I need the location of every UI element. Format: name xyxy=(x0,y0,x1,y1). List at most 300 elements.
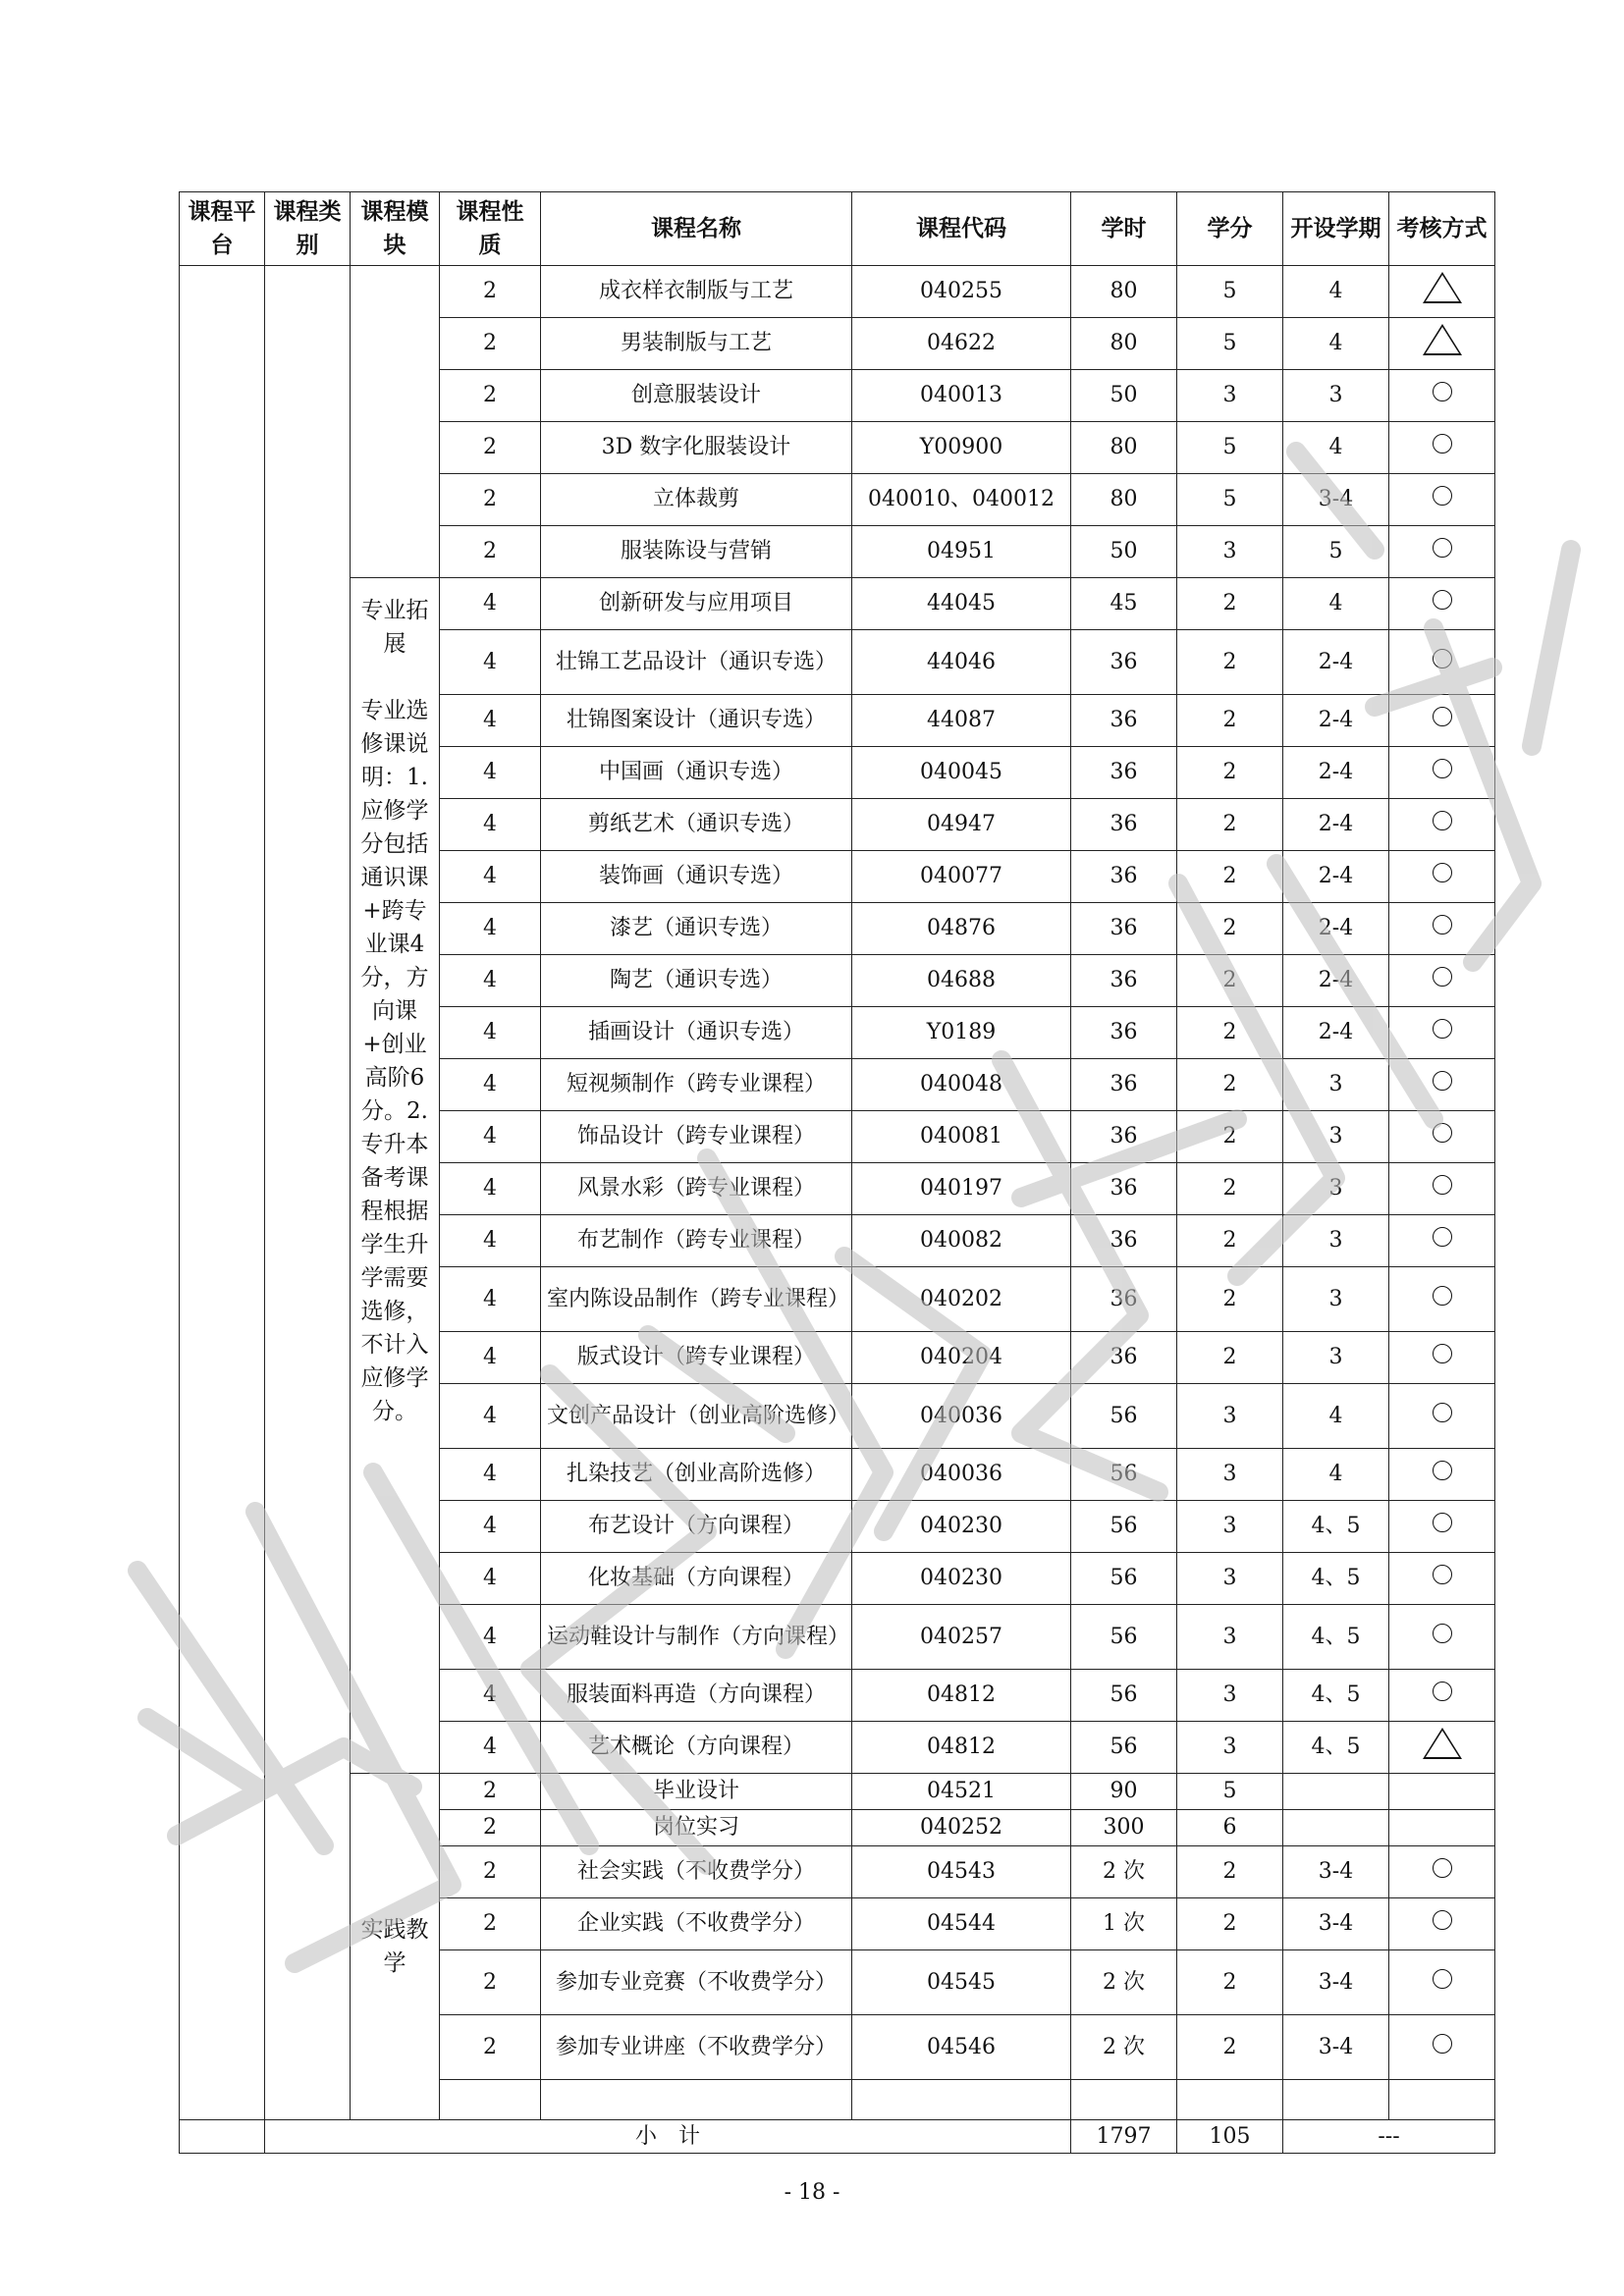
circle-icon xyxy=(1433,1403,1452,1422)
header-course-code: 课程代码 xyxy=(852,192,1071,266)
course-name-cell: 创新研发与应用项目 xyxy=(541,578,852,630)
circle-icon xyxy=(1433,1858,1452,1878)
circle-icon xyxy=(1433,382,1452,401)
exam-cell xyxy=(1389,1950,1495,2015)
exam-cell xyxy=(1389,578,1495,630)
term-cell: 4 xyxy=(1283,318,1389,370)
module-expansion: 专业拓展 专业选修课说明：1. 应修学分包括通识课+跨专业课4分，方向课+创业高阶6分。2.专升本备考课程根据学生升学需要选修，不计入应修学分。 xyxy=(351,578,440,1774)
course-code-cell: Y0189 xyxy=(852,1007,1071,1059)
term-cell: 2-4 xyxy=(1283,630,1389,695)
circle-icon xyxy=(1433,1969,1452,1989)
term-cell: 5 xyxy=(1283,526,1389,578)
hours-cell: 2 次 xyxy=(1071,2015,1177,2080)
subtotal-term: --- xyxy=(1283,2120,1495,2154)
hours-cell: 36 xyxy=(1071,1059,1177,1111)
credits-cell: 3 xyxy=(1177,1605,1283,1670)
course-code-cell: 04951 xyxy=(852,526,1071,578)
circle-icon xyxy=(1433,1513,1452,1532)
credits-cell: 2 xyxy=(1177,1846,1283,1898)
nature-cell: 4 xyxy=(440,1605,541,1670)
credits-cell: 5 xyxy=(1177,422,1283,474)
credits-cell: 2 xyxy=(1177,799,1283,851)
term-cell: 4、5 xyxy=(1283,1501,1389,1553)
course-name-cell: 企业实践（不收费学分） xyxy=(541,1898,852,1950)
hours-cell: 80 xyxy=(1071,266,1177,318)
circle-icon xyxy=(1433,1227,1452,1247)
course-name-cell: 扎染技艺（创业高阶选修） xyxy=(541,1449,852,1501)
exam-cell xyxy=(1389,799,1495,851)
hours-cell: 50 xyxy=(1071,526,1177,578)
circle-icon xyxy=(1433,1910,1452,1930)
header-platform: 课程平台 xyxy=(180,192,265,266)
nature-cell: 2 xyxy=(440,370,541,422)
circle-icon xyxy=(1433,759,1452,778)
course-code-cell: 04622 xyxy=(852,318,1071,370)
course-code-cell: 44087 xyxy=(852,695,1071,747)
credits-cell xyxy=(1177,2080,1283,2120)
exam-cell xyxy=(1389,1810,1495,1846)
course-name-cell: 3D 数字化服装设计 xyxy=(541,422,852,474)
nature-cell: 4 xyxy=(440,1670,541,1722)
course-name-cell: 版式设计（跨专业课程） xyxy=(541,1332,852,1384)
course-name-cell: 服装面料再造（方向课程） xyxy=(541,1670,852,1722)
course-name-cell: 剪纸艺术（通识专选） xyxy=(541,799,852,851)
circle-icon xyxy=(1433,707,1452,726)
credits-cell: 2 xyxy=(1177,1332,1283,1384)
circle-icon xyxy=(1433,590,1452,610)
hours-cell: 36 xyxy=(1071,1332,1177,1384)
hours-cell: 56 xyxy=(1071,1501,1177,1553)
exam-cell xyxy=(1389,1846,1495,1898)
nature-cell: 4 xyxy=(440,851,541,903)
course-code-cell: 04947 xyxy=(852,799,1071,851)
nature-cell: 4 xyxy=(440,1722,541,1774)
course-name-cell: 漆艺（通识专选） xyxy=(541,903,852,955)
nature-cell: 4 xyxy=(440,1449,541,1501)
nature-cell: 2 xyxy=(440,1846,541,1898)
hours-cell: 45 xyxy=(1071,578,1177,630)
header-course-name: 课程名称 xyxy=(541,192,852,266)
credits-cell: 3 xyxy=(1177,1670,1283,1722)
exam-cell xyxy=(1389,1332,1495,1384)
term-cell: 3 xyxy=(1283,1332,1389,1384)
triangle-icon xyxy=(1423,272,1462,303)
hours-cell: 56 xyxy=(1071,1670,1177,1722)
credits-cell: 2 xyxy=(1177,1163,1283,1215)
course-code-cell: Y00900 xyxy=(852,422,1071,474)
credits-cell: 5 xyxy=(1177,266,1283,318)
course-name-cell: 壮锦工艺品设计（通识专选） xyxy=(541,630,852,695)
subtotal-credits: 105 xyxy=(1177,2120,1283,2154)
credits-cell: 3 xyxy=(1177,1384,1283,1449)
header-hours: 学时 xyxy=(1071,192,1177,266)
header-exam: 考核方式 xyxy=(1389,192,1495,266)
term-cell: 3-4 xyxy=(1283,1846,1389,1898)
hours-cell: 36 xyxy=(1071,1007,1177,1059)
header-category: 课程类别 xyxy=(265,192,351,266)
course-code-cell: 040082 xyxy=(852,1215,1071,1267)
course-code-cell: 04521 xyxy=(852,1774,1071,1810)
hours-cell: 36 xyxy=(1071,747,1177,799)
exam-cell xyxy=(1389,955,1495,1007)
subtotal-blank xyxy=(180,2120,265,2154)
course-name-cell: 布艺设计（方向课程） xyxy=(541,1501,852,1553)
credits-cell: 2 xyxy=(1177,695,1283,747)
circle-icon xyxy=(1433,1019,1452,1039)
credits-cell: 3 xyxy=(1177,1501,1283,1553)
credits-cell: 2 xyxy=(1177,1111,1283,1163)
course-code-cell: 040036 xyxy=(852,1449,1071,1501)
nature-cell: 2 xyxy=(440,318,541,370)
credits-cell: 2 xyxy=(1177,630,1283,695)
term-cell: 4、5 xyxy=(1283,1670,1389,1722)
credits-cell: 2 xyxy=(1177,955,1283,1007)
course-name-cell: 装饰画（通识专选） xyxy=(541,851,852,903)
hours-cell: 36 xyxy=(1071,799,1177,851)
course-name-cell xyxy=(541,2080,852,2120)
header-term: 开设学期 xyxy=(1283,192,1389,266)
exam-cell xyxy=(1389,2015,1495,2080)
exam-cell xyxy=(1389,1215,1495,1267)
term-cell: 3-4 xyxy=(1283,1950,1389,2015)
course-code-cell: 040257 xyxy=(852,1605,1071,1670)
course-name-cell: 文创产品设计（创业高阶选修） xyxy=(541,1384,852,1449)
course-code-cell: 04543 xyxy=(852,1846,1071,1898)
exam-cell xyxy=(1389,630,1495,695)
credits-cell: 3 xyxy=(1177,1722,1283,1774)
term-cell: 3-4 xyxy=(1283,1898,1389,1950)
credits-cell: 6 xyxy=(1177,1810,1283,1846)
nature-cell: 4 xyxy=(440,578,541,630)
circle-icon xyxy=(1433,1286,1452,1306)
credits-cell: 5 xyxy=(1177,474,1283,526)
exam-cell xyxy=(1389,2080,1495,2120)
course-name-cell: 壮锦图案设计（通识专选） xyxy=(541,695,852,747)
course-name-cell: 男装制版与工艺 xyxy=(541,318,852,370)
credits-cell: 2 xyxy=(1177,1215,1283,1267)
platform-cell xyxy=(180,266,265,2120)
course-code-cell: 040081 xyxy=(852,1111,1071,1163)
term-cell: 4、5 xyxy=(1283,1605,1389,1670)
term-cell: 3 xyxy=(1283,1163,1389,1215)
hours-cell: 56 xyxy=(1071,1605,1177,1670)
course-code-cell: 040077 xyxy=(852,851,1071,903)
term-cell: 4、5 xyxy=(1283,1722,1389,1774)
nature-cell: 4 xyxy=(440,1111,541,1163)
credits-cell: 2 xyxy=(1177,1898,1283,1950)
course-code-cell: 04876 xyxy=(852,903,1071,955)
exam-cell xyxy=(1389,370,1495,422)
circle-icon xyxy=(1433,434,1452,454)
course-name-cell: 艺术概论（方向课程） xyxy=(541,1722,852,1774)
exam-cell xyxy=(1389,1163,1495,1215)
exam-cell xyxy=(1389,1384,1495,1449)
course-code-cell: 040255 xyxy=(852,266,1071,318)
course-name-cell: 参加专业竞赛（不收费学分） xyxy=(541,1950,852,2015)
exam-cell xyxy=(1389,903,1495,955)
category-cell xyxy=(265,266,351,2120)
course-code-cell: 04546 xyxy=(852,2015,1071,2080)
hours-cell: 56 xyxy=(1071,1722,1177,1774)
term-cell: 3 xyxy=(1283,1059,1389,1111)
hours-cell: 1 次 xyxy=(1071,1898,1177,1950)
term-cell xyxy=(1283,1810,1389,1846)
term-cell: 3 xyxy=(1283,1267,1389,1332)
credits-cell: 2 xyxy=(1177,1267,1283,1332)
hours-cell: 36 xyxy=(1071,695,1177,747)
course-code-cell: 040230 xyxy=(852,1501,1071,1553)
hours-cell: 80 xyxy=(1071,318,1177,370)
hours-cell: 300 xyxy=(1071,1810,1177,1846)
course-name-cell: 陶艺（通识专选） xyxy=(541,955,852,1007)
circle-icon xyxy=(1433,1461,1452,1480)
hours-cell: 56 xyxy=(1071,1553,1177,1605)
nature-cell: 4 xyxy=(440,1501,541,1553)
course-table xyxy=(179,191,1495,2154)
course-code-cell: 04812 xyxy=(852,1722,1071,1774)
circle-icon xyxy=(1433,1071,1452,1091)
term-cell: 4 xyxy=(1283,1449,1389,1501)
course-code-cell xyxy=(852,2080,1071,2120)
subtotal-hours: 1797 xyxy=(1071,2120,1177,2154)
course-code-cell: 44046 xyxy=(852,630,1071,695)
header-credits: 学分 xyxy=(1177,192,1283,266)
course-code-cell: 040202 xyxy=(852,1267,1071,1332)
circle-icon xyxy=(1433,967,1452,987)
course-code-cell: 04688 xyxy=(852,955,1071,1007)
nature-cell: 2 xyxy=(440,526,541,578)
hours-cell: 36 xyxy=(1071,1267,1177,1332)
term-cell xyxy=(1283,2080,1389,2120)
header-module: 课程模块 xyxy=(351,192,440,266)
course-name-cell: 化妆基础（方向课程） xyxy=(541,1553,852,1605)
exam-cell xyxy=(1389,1059,1495,1111)
hours-cell: 56 xyxy=(1071,1384,1177,1449)
credits-cell: 2 xyxy=(1177,2015,1283,2080)
nature-cell: 2 xyxy=(440,266,541,318)
term-cell xyxy=(1283,1774,1389,1810)
exam-cell xyxy=(1389,1449,1495,1501)
module-cell xyxy=(351,266,440,578)
hours-cell: 80 xyxy=(1071,474,1177,526)
header-nature: 课程性质 xyxy=(440,192,541,266)
exam-cell xyxy=(1389,526,1495,578)
exam-cell xyxy=(1389,747,1495,799)
nature-cell: 4 xyxy=(440,1007,541,1059)
credits-cell: 5 xyxy=(1177,1774,1283,1810)
exam-cell xyxy=(1389,422,1495,474)
exam-cell xyxy=(1389,1007,1495,1059)
course-code-cell: 040197 xyxy=(852,1163,1071,1215)
course-code-cell: 040048 xyxy=(852,1059,1071,1111)
hours-cell: 36 xyxy=(1071,630,1177,695)
circle-icon xyxy=(1433,1624,1452,1643)
course-code-cell: 040252 xyxy=(852,1810,1071,1846)
term-cell: 3 xyxy=(1283,1215,1389,1267)
subtotal-row xyxy=(180,2120,1495,2154)
nature-cell: 4 xyxy=(440,1215,541,1267)
nature-cell: 2 xyxy=(440,474,541,526)
nature-cell: 4 xyxy=(440,955,541,1007)
credits-cell: 2 xyxy=(1177,851,1283,903)
credits-cell: 2 xyxy=(1177,1950,1283,2015)
course-code-cell: 040230 xyxy=(852,1553,1071,1605)
hours-cell: 36 xyxy=(1071,1163,1177,1215)
course-name-cell: 风景水彩（跨专业课程） xyxy=(541,1163,852,1215)
exam-cell xyxy=(1389,851,1495,903)
nature-cell: 4 xyxy=(440,1332,541,1384)
nature-cell: 4 xyxy=(440,695,541,747)
term-cell: 2-4 xyxy=(1283,1007,1389,1059)
nature-cell: 2 xyxy=(440,1774,541,1810)
table-row xyxy=(180,578,1495,630)
circle-icon xyxy=(1433,1565,1452,1584)
nature-cell xyxy=(440,2080,541,2120)
term-cell: 4 xyxy=(1283,578,1389,630)
course-name-cell: 室内陈设品制作（跨专业课程） xyxy=(541,1267,852,1332)
triangle-icon xyxy=(1423,324,1462,355)
term-cell: 4 xyxy=(1283,1384,1389,1449)
course-code-cell: 040013 xyxy=(852,370,1071,422)
course-name-cell: 社会实践（不收费学分） xyxy=(541,1846,852,1898)
course-name-cell: 插画设计（通识专选） xyxy=(541,1007,852,1059)
credits-cell: 2 xyxy=(1177,1059,1283,1111)
credits-cell: 3 xyxy=(1177,526,1283,578)
exam-cell xyxy=(1389,695,1495,747)
exam-cell xyxy=(1389,1774,1495,1810)
course-code-cell: 04545 xyxy=(852,1950,1071,2015)
course-name-cell: 布艺制作（跨专业课程） xyxy=(541,1215,852,1267)
course-code-cell: 040204 xyxy=(852,1332,1071,1384)
term-cell: 2-4 xyxy=(1283,903,1389,955)
nature-cell: 2 xyxy=(440,1810,541,1846)
circle-icon xyxy=(1433,649,1452,668)
term-cell: 2-4 xyxy=(1283,695,1389,747)
nature-cell: 4 xyxy=(440,1267,541,1332)
nature-cell: 2 xyxy=(440,1950,541,2015)
hours-cell: 36 xyxy=(1071,1111,1177,1163)
course-code-cell: 44045 xyxy=(852,578,1071,630)
nature-cell: 2 xyxy=(440,422,541,474)
nature-cell: 4 xyxy=(440,1384,541,1449)
term-cell: 4 xyxy=(1283,422,1389,474)
term-cell: 2-4 xyxy=(1283,747,1389,799)
circle-icon xyxy=(1433,863,1452,882)
exam-cell xyxy=(1389,266,1495,318)
credits-cell: 3 xyxy=(1177,1449,1283,1501)
circle-icon xyxy=(1433,1175,1452,1195)
term-cell: 2-4 xyxy=(1283,851,1389,903)
circle-icon xyxy=(1433,2034,1452,2054)
circle-icon xyxy=(1433,486,1452,506)
nature-cell: 4 xyxy=(440,630,541,695)
hours-cell: 36 xyxy=(1071,955,1177,1007)
course-name-cell: 运动鞋设计与制作（方向课程） xyxy=(541,1605,852,1670)
hours-cell: 2 次 xyxy=(1071,1950,1177,2015)
course-code-cell: 04544 xyxy=(852,1898,1071,1950)
course-name-cell: 成衣样衣制版与工艺 xyxy=(541,266,852,318)
credits-cell: 5 xyxy=(1177,318,1283,370)
credits-cell: 2 xyxy=(1177,903,1283,955)
nature-cell: 4 xyxy=(440,1553,541,1605)
circle-icon xyxy=(1433,1682,1452,1701)
hours-cell: 36 xyxy=(1071,851,1177,903)
table-row xyxy=(180,266,1495,318)
exam-cell xyxy=(1389,1898,1495,1950)
table-row xyxy=(180,1774,1495,1810)
term-cell: 2-4 xyxy=(1283,955,1389,1007)
course-code-cell: 040010、040012 xyxy=(852,474,1071,526)
nature-cell: 4 xyxy=(440,799,541,851)
hours-cell: 90 xyxy=(1071,1774,1177,1810)
course-name-cell: 短视频制作（跨专业课程） xyxy=(541,1059,852,1111)
exam-cell xyxy=(1389,1670,1495,1722)
course-name-cell: 毕业设计 xyxy=(541,1774,852,1810)
page-number: - 18 - xyxy=(784,2180,840,2205)
course-code-cell: 040045 xyxy=(852,747,1071,799)
course-name-cell: 参加专业讲座（不收费学分） xyxy=(541,2015,852,2080)
circle-icon xyxy=(1433,538,1452,558)
nature-cell: 4 xyxy=(440,747,541,799)
nature-cell: 4 xyxy=(440,903,541,955)
circle-icon xyxy=(1433,915,1452,934)
hours-cell: 36 xyxy=(1071,1215,1177,1267)
exam-cell xyxy=(1389,1267,1495,1332)
module-practice: 实践教学 xyxy=(351,1774,440,2120)
nature-cell: 2 xyxy=(440,1898,541,1950)
circle-icon xyxy=(1433,1123,1452,1143)
circle-icon xyxy=(1433,811,1452,830)
circle-icon xyxy=(1433,1344,1452,1363)
course-name-cell: 中国画（通识专选） xyxy=(541,747,852,799)
hours-cell: 2 次 xyxy=(1071,1846,1177,1898)
exam-cell xyxy=(1389,1722,1495,1774)
exam-cell xyxy=(1389,474,1495,526)
exam-cell xyxy=(1389,1605,1495,1670)
hours-cell: 56 xyxy=(1071,1449,1177,1501)
course-name-cell: 饰品设计（跨专业课程） xyxy=(541,1111,852,1163)
triangle-icon xyxy=(1423,1728,1462,1759)
hours-cell xyxy=(1071,2080,1177,2120)
nature-cell: 4 xyxy=(440,1059,541,1111)
course-code-cell: 04812 xyxy=(852,1670,1071,1722)
exam-cell xyxy=(1389,1553,1495,1605)
course-name-cell: 服装陈设与营销 xyxy=(541,526,852,578)
hours-cell: 36 xyxy=(1071,903,1177,955)
course-name-cell: 立体裁剪 xyxy=(541,474,852,526)
course-name-cell: 岗位实习 xyxy=(541,1810,852,1846)
credits-cell: 2 xyxy=(1177,578,1283,630)
term-cell: 2-4 xyxy=(1283,799,1389,851)
credits-cell: 3 xyxy=(1177,370,1283,422)
hours-cell: 50 xyxy=(1071,370,1177,422)
hours-cell: 80 xyxy=(1071,422,1177,474)
term-cell: 4、5 xyxy=(1283,1553,1389,1605)
exam-cell xyxy=(1389,318,1495,370)
credits-cell: 2 xyxy=(1177,1007,1283,1059)
credits-cell: 3 xyxy=(1177,1553,1283,1605)
term-cell: 4 xyxy=(1283,266,1389,318)
exam-cell xyxy=(1389,1111,1495,1163)
term-cell: 3 xyxy=(1283,1111,1389,1163)
term-cell: 3 xyxy=(1283,370,1389,422)
term-cell: 3-4 xyxy=(1283,2015,1389,2080)
subtotal-label: 小 计 xyxy=(265,2120,1071,2154)
nature-cell: 2 xyxy=(440,2015,541,2080)
exam-cell xyxy=(1389,1501,1495,1553)
course-name-cell: 创意服装设计 xyxy=(541,370,852,422)
course-code-cell: 040036 xyxy=(852,1384,1071,1449)
